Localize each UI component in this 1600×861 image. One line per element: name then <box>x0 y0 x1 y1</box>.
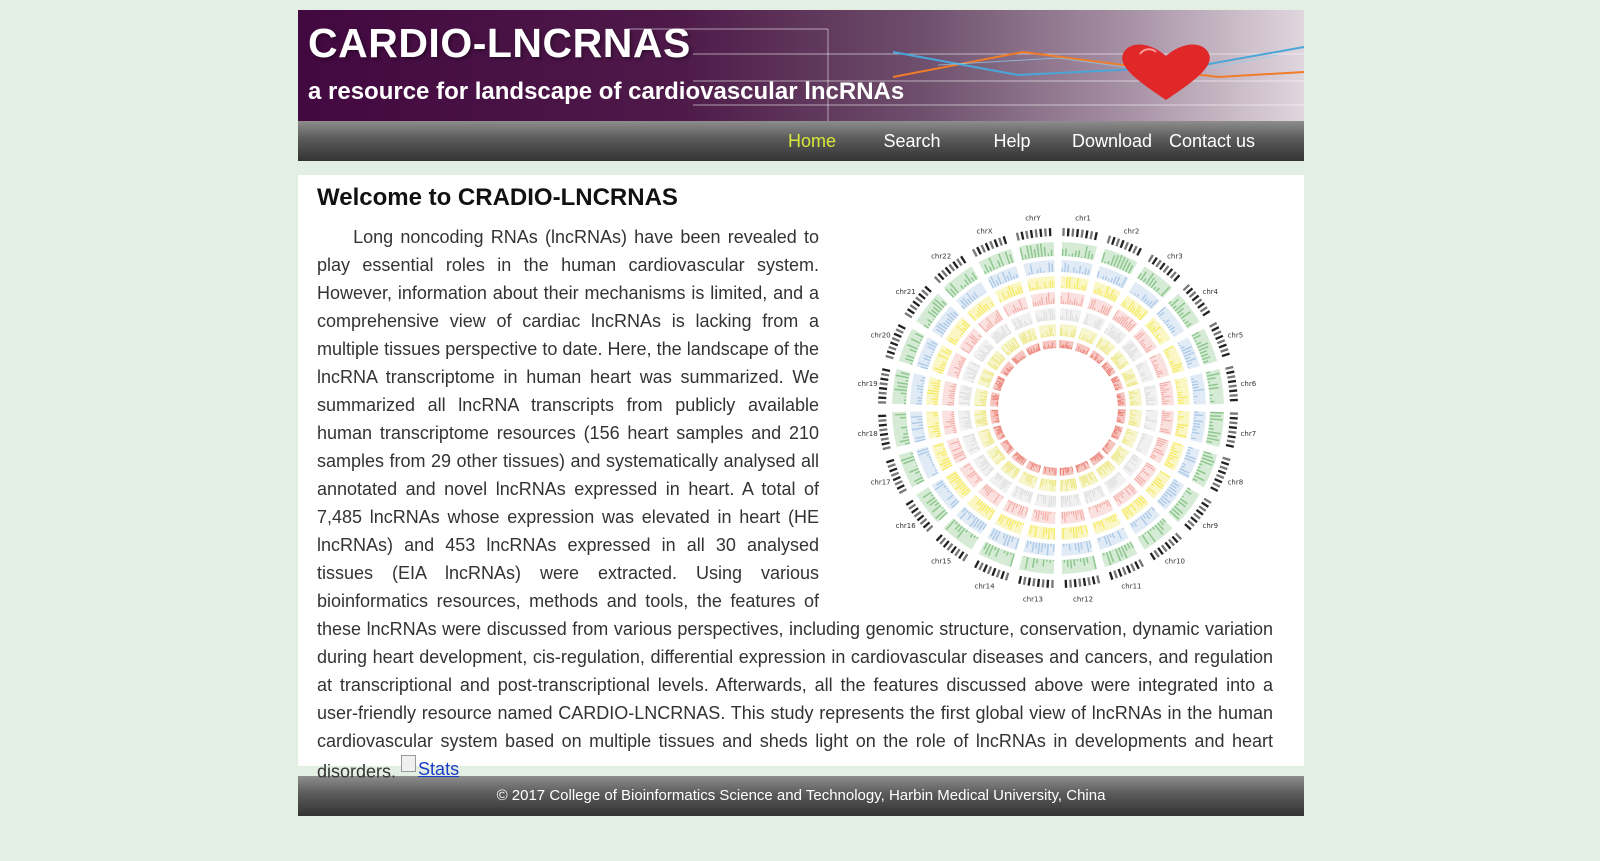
ideogram-band <box>878 415 886 418</box>
track-bar <box>1043 271 1044 273</box>
chromosome-label: chr6 <box>1240 379 1257 388</box>
stats-link[interactable] <box>401 755 459 783</box>
track-bar <box>1065 302 1066 304</box>
track-bar <box>1194 411 1199 412</box>
welcome-heading: Welcome to CRADIO-LNCRNAS <box>317 184 678 211</box>
chromosome-label: chr16 <box>895 521 916 530</box>
track-bar <box>1129 395 1130 396</box>
site-title: CARDIO-LNCRNAS <box>308 20 691 66</box>
track-bar <box>969 401 970 402</box>
track-background <box>993 425 1006 441</box>
track-background <box>947 437 967 463</box>
chromosome-label: chr21 <box>895 288 916 297</box>
track-bar <box>1061 269 1062 272</box>
track-bar <box>1053 544 1055 552</box>
chromosome-label: chr13 <box>1022 595 1043 604</box>
track-bar <box>1178 414 1179 415</box>
track-bar <box>938 420 939 421</box>
track-bar <box>1118 405 1119 406</box>
track-bar <box>1067 528 1068 529</box>
track-bar <box>1060 316 1061 320</box>
track-background <box>1023 260 1054 276</box>
chromosome-label: chr7 <box>1240 430 1257 439</box>
track-bar <box>1210 401 1215 403</box>
track-bar <box>1046 560 1048 562</box>
track-background <box>977 368 994 388</box>
track-background <box>1075 343 1091 356</box>
track-bar <box>997 406 998 407</box>
track-bar <box>904 403 906 405</box>
stats-link-label: Stats <box>418 759 460 779</box>
track-bar <box>1129 416 1130 417</box>
track-bar <box>1209 394 1213 396</box>
track-bar <box>1194 402 1196 403</box>
chromosome-label: chr20 <box>870 331 891 340</box>
chromosome-label: chr17 <box>870 478 891 487</box>
main-navigation <box>298 121 1304 161</box>
broken-image-icon <box>401 755 416 772</box>
track-bar <box>1054 512 1055 513</box>
track-bar <box>1194 417 1196 418</box>
ideogram-band <box>1062 228 1065 236</box>
track-bar <box>1063 301 1064 304</box>
track-bar <box>969 415 971 416</box>
track-bar <box>1045 336 1046 337</box>
track-background <box>962 433 981 456</box>
track-background <box>1121 428 1138 448</box>
track-bar <box>1076 559 1078 561</box>
chromosome-label: chrX <box>976 227 993 236</box>
track-bar <box>1051 250 1053 257</box>
track-bar <box>1063 544 1064 547</box>
track-bar <box>938 417 939 418</box>
track-background <box>1062 556 1097 574</box>
ideogram-band <box>878 401 886 404</box>
ideogram-band <box>1065 580 1068 588</box>
track-bar <box>1062 249 1064 256</box>
track-bar <box>953 400 954 401</box>
chromosome-label: chr15 <box>931 557 952 566</box>
chromosome-label: chr4 <box>1202 288 1219 297</box>
track-bar <box>1178 411 1183 412</box>
ideogram-band <box>1230 399 1238 402</box>
track-bar <box>1066 544 1067 546</box>
track-bar <box>1193 393 1194 394</box>
track-bar <box>1071 287 1072 289</box>
chromosome-label: chr5 <box>1227 331 1244 340</box>
track-bar <box>1162 411 1165 412</box>
intro-text: Long noncoding RNAs (lncRNAs) have been revealed to play essential roles in the human cardiovascular system. However, information about their mechanisms is limited, and a comprehensive view of cardiac lncRNAs is lacking from a multiple tissues perspective to date. Here, the landscape of the lncRNA transcriptome in human heart was summarized. We summarized all lncRNA transcripts from publicly available human transcriptome resources (156 heart samples and 210 samples from 29 other tissues) and systematically analysed all annotated and novel lncRNAs expressed in heart. A total of 7,485 lncRNAs whose expression was elevated in heart (HE lncRNAs) and 453 lncRNAs expressed in all 30 analysed tissues (EIA lncRNAs) were extracted. Using various bioinformatics resources, methods and tools, the features of these lncRNAs were discussed from various perspectives, including genomic structure, conservation, dynamic variation during heart development, cis-regulation, differential expression in cardiovascular diseases and cancers, and regulation at transcriptional and post-transcriptional levels. Afterwards, all the features discussed above were integrated into a user-friendly resource named CARDIO-LNCRNAS. This study represents the first global view of lncRNAs in the human cardiovascular system based on multiple tissues and sheds light on the role of lncRNAs in developments and heart disorders. <box>317 227 1273 782</box>
track-bar <box>1064 560 1066 563</box>
nav-download[interactable]: Download <box>1071 131 1153 151</box>
track-bar <box>921 395 923 396</box>
track-bar <box>1047 287 1048 289</box>
track-bar <box>1064 288 1065 289</box>
nav-home[interactable]: Home <box>787 131 836 151</box>
track-bar <box>918 400 922 402</box>
ideogram-band <box>1230 412 1238 415</box>
chromosome-label: chr19 <box>857 379 878 388</box>
chromosome-label: chr1 <box>1075 214 1091 223</box>
track-bar <box>905 396 907 398</box>
chromosome-label: chrY <box>1025 214 1041 223</box>
track-bar <box>1065 528 1066 529</box>
track-bar <box>1048 254 1050 257</box>
track-background <box>1101 439 1116 455</box>
ideogram-band <box>1051 580 1054 588</box>
track-bar <box>1070 272 1071 273</box>
track-background <box>1003 297 1029 317</box>
track-bar <box>1081 257 1083 258</box>
chromosome-label: chr8 <box>1227 478 1244 487</box>
track-background <box>1078 327 1098 344</box>
track-background <box>1087 499 1113 519</box>
site-subtitle: a resource for landscape of cardiovascular lncRNAs <box>308 78 905 105</box>
nav-help[interactable]: Help <box>993 131 1031 151</box>
track-bar <box>1210 398 1212 400</box>
chromosome-label: chr10 <box>1164 557 1185 566</box>
track-background <box>926 411 941 439</box>
chromosome-label: chr14 <box>974 582 995 591</box>
track-background <box>1149 353 1169 379</box>
track-bar <box>1146 402 1148 403</box>
track-bar <box>1053 468 1054 469</box>
chromosome-label: chr2 <box>1123 227 1140 236</box>
track-background <box>1135 360 1154 383</box>
track-bar <box>1050 512 1051 514</box>
site-banner <box>298 10 1304 121</box>
ideogram-band <box>1049 228 1052 236</box>
track-bar <box>1064 319 1065 320</box>
track-background <box>1003 499 1029 519</box>
track-bar <box>934 404 938 405</box>
track-bar <box>1177 390 1178 391</box>
track-bar <box>1069 336 1070 337</box>
track-bar <box>1053 334 1054 336</box>
intro-paragraph <box>317 214 1273 786</box>
track-bar <box>1050 544 1051 547</box>
track-bar <box>1063 335 1064 337</box>
heart-icon <box>1122 45 1210 100</box>
track-bar <box>1068 255 1070 257</box>
track-background <box>1027 276 1055 291</box>
track-bar <box>1048 319 1049 320</box>
track-bar <box>952 412 954 413</box>
chromosome-label: chr18 <box>857 430 878 439</box>
track-bar <box>1130 411 1131 412</box>
track-bar <box>1048 479 1049 480</box>
track-bar <box>1055 347 1056 348</box>
track-background <box>1111 375 1124 391</box>
track-background <box>974 388 988 406</box>
track-background <box>1116 409 1126 423</box>
track-bar <box>904 399 906 401</box>
track-bar <box>997 405 998 406</box>
track-bar <box>1054 348 1055 349</box>
chromosome-label: chr12 <box>1073 595 1094 604</box>
track-bar <box>1047 467 1048 468</box>
track-background <box>962 360 981 383</box>
track-bar <box>906 430 908 432</box>
track-bar <box>1061 286 1062 288</box>
track-background <box>1025 343 1041 356</box>
chromosome-label: chr11 <box>1121 582 1142 591</box>
circos-plot-figure <box>843 214 1273 613</box>
track-bar <box>997 401 998 402</box>
track-background <box>1075 461 1091 474</box>
track-background <box>1019 556 1054 574</box>
nav-contact[interactable]: Contact us <box>1168 131 1256 151</box>
track-background <box>1135 433 1154 456</box>
chromosome-label: chr9 <box>1202 521 1219 530</box>
track-bar <box>1053 560 1054 561</box>
main-content <box>298 175 1304 782</box>
track-bar <box>1194 399 1195 400</box>
track-bar <box>1044 304 1045 305</box>
footer-copyright: © 2017 College of Bioinformatics Science and Technology, Harbin Medical University, China <box>496 787 1106 804</box>
track-bar <box>968 405 970 406</box>
track-bar <box>1161 422 1162 423</box>
page-wrapper <box>298 10 1304 816</box>
chromosome-label: chr3 <box>1167 252 1183 261</box>
track-background <box>947 353 967 379</box>
track-background <box>1175 377 1190 405</box>
track-background <box>1061 525 1089 540</box>
chromosome-label: chr22 <box>931 252 952 261</box>
track-bar <box>1047 495 1048 496</box>
track-bar <box>916 403 922 404</box>
track-bar <box>1049 560 1051 563</box>
track-background <box>1087 297 1113 317</box>
nav-search[interactable]: Search <box>883 131 941 151</box>
